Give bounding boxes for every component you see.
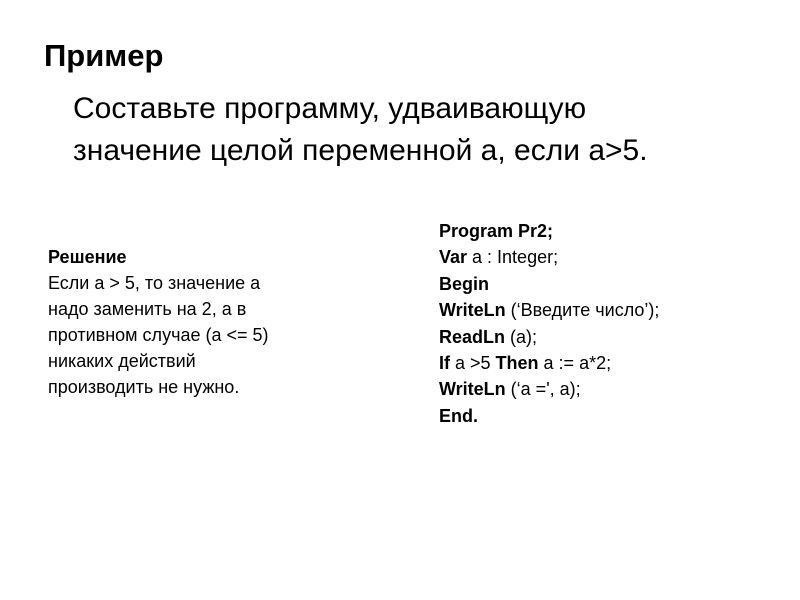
code-line — [439, 244, 779, 270]
code-keyword: End. — [439, 405, 478, 426]
code-line — [439, 350, 779, 376]
task-line: значение целой переменной а, если а>5. — [73, 134, 648, 167]
code-keyword: Program Pr2; — [439, 221, 554, 241]
code-keyword: If — [439, 353, 450, 374]
task-line: Составьте программу, удваивающую — [73, 92, 587, 125]
solution-line: производить не нужно. — [48, 377, 240, 397]
code-text: (‘a =', a); — [505, 379, 581, 400]
code-line — [439, 218, 779, 244]
code-text: a >5 — [450, 353, 496, 374]
slide-title: Пример — [44, 38, 164, 73]
solution-heading: Решение — [48, 247, 127, 267]
solution-line: никаких действий — [48, 351, 196, 371]
solution-line: Если а > 5, то значение а — [48, 273, 261, 293]
code-text: a := a*2; — [538, 353, 612, 374]
code-text: a : Integer; — [467, 247, 559, 268]
solution-line: противном случае (а <= 5) — [48, 325, 269, 345]
code-line — [439, 324, 779, 350]
solution-block — [48, 244, 378, 400]
code-keyword: WriteLn — [439, 300, 506, 321]
code-line — [439, 376, 779, 402]
code-text: (‘Введите число’); — [505, 300, 660, 321]
code-keyword: WriteLn — [439, 379, 506, 400]
code-text: (a); — [505, 326, 538, 347]
code-line — [439, 297, 779, 323]
code-listing — [439, 218, 779, 429]
code-line — [439, 271, 779, 297]
task-statement — [73, 88, 783, 172]
code-keyword: Var — [439, 247, 468, 268]
code-keyword: Begin — [439, 273, 490, 294]
solution-line: надо заменить на 2, а в — [48, 299, 247, 319]
code-keyword: Then — [495, 353, 539, 374]
code-line — [439, 403, 779, 429]
code-keyword: ReadLn — [439, 326, 506, 347]
